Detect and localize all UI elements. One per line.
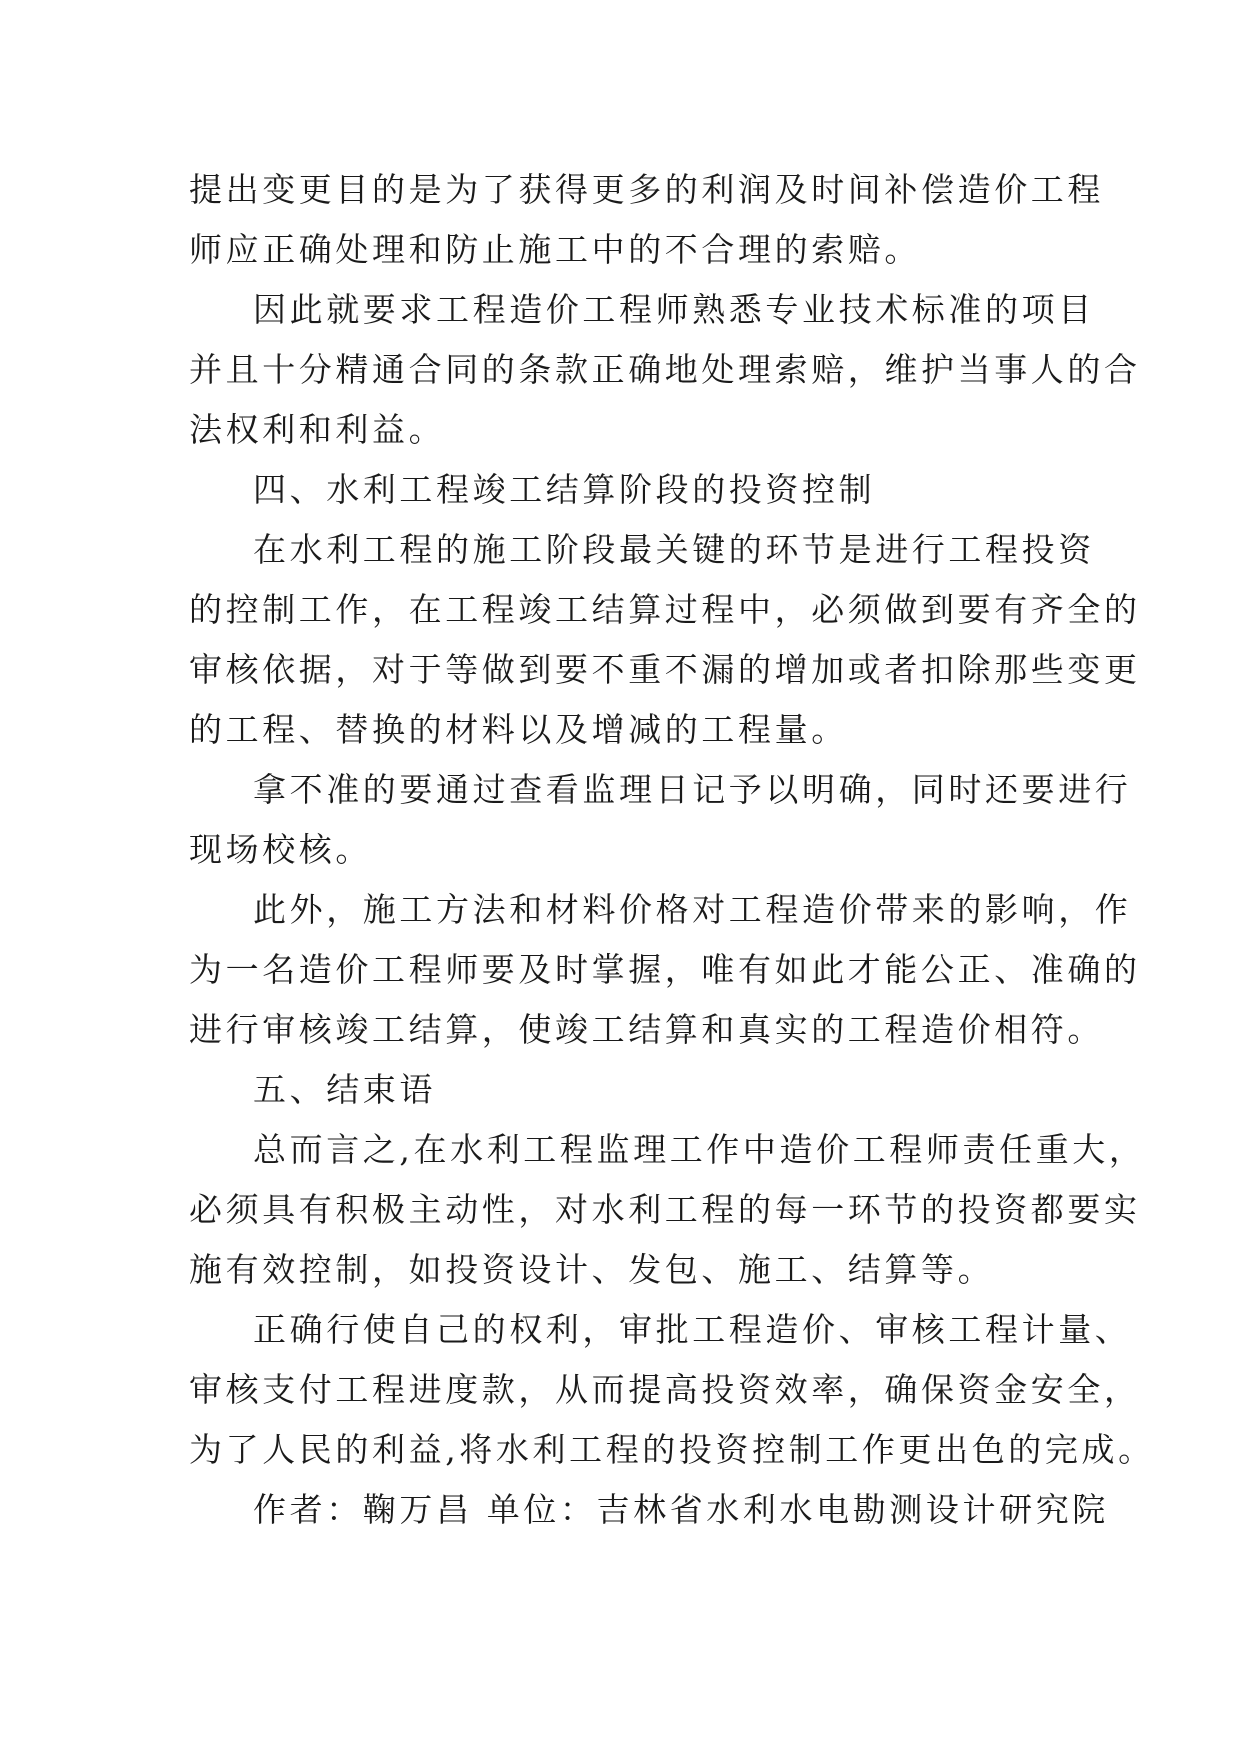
paragraph-settlement-control [189,520,1141,760]
text-line: 四、水利工程竣工结算阶段的投资控制 [253,470,876,509]
text-line: 审核依据，对于等做到要不重不漏的增加或者扣除那些变更 [189,650,1141,689]
text-line: 拿不准的要通过查看监理日记予以明确，同时还要进行 [253,770,1132,809]
text-line: 的控制工作，在工程竣工结算过程中，必须做到要有齐全的 [189,590,1141,629]
section-heading-five [189,1060,1059,1120]
paragraph-claims-end [189,160,1104,280]
text-line: 为一名造价工程师要及时掌握，唯有如此才能公正、准确的 [189,950,1141,989]
text-line: 法权利和利益。 [189,410,446,449]
text-line: 五、结束语 [253,1070,436,1109]
text-line: 总而言之,在水利工程监理工作中造价工程师责任重大， [253,1130,1146,1169]
paragraph-conclusion [189,1120,1146,1300]
text-line: 审核支付工程进度款，从而提高投资效率，确保资金安全， [189,1370,1141,1409]
text-line: 进行审核竣工结算，使竣工结算和真实的工程造价相符。 [189,1010,1104,1049]
text-line: 为了人民的利益,将水利工程的投资控制工作更出色的完成。 [189,1430,1155,1469]
section-heading-four [189,460,1059,520]
text-line: 作者：鞠万昌 单位：吉林省水利水电勘测设计研究院 [253,1490,1109,1529]
text-line: 施有效控制，如投资设计、发包、施工、结算等。 [189,1250,995,1289]
text-line: 的工程、替换的材料以及增减的工程量。 [189,710,848,749]
text-line: 现场校核。 [189,830,372,869]
paragraph-exercise-rights [189,1300,1155,1480]
text-line: 此外，施工方法和材料价格对工程造价带来的影响，作 [253,890,1132,929]
document-body [189,160,1155,1540]
text-line: 正确行使自己的权利，审批工程造价、审核工程计量、 [253,1310,1132,1349]
text-line: 提出变更目的是为了获得更多的利润及时间补偿造价工程 [189,170,1104,209]
text-line: 因此就要求工程造价工程师熟悉专业技术标准的项目 [253,290,1095,329]
text-line: 在水利工程的施工阶段最关键的环节是进行工程投资 [253,530,1095,569]
author-line [189,1480,1109,1540]
text-line: 必须具有积极主动性，对水利工程的每一环节的投资都要实 [189,1190,1141,1229]
text-line: 师应正确处理和防止施工中的不合理的索赔。 [189,230,921,269]
paragraph-methods-prices [189,880,1141,1060]
text-line: 并且十分精通合同的条款正确地处理索赔，维护当事人的合 [189,350,1141,389]
paragraph-engineer-requirements [189,280,1141,460]
paragraph-on-site-check [189,760,1132,880]
